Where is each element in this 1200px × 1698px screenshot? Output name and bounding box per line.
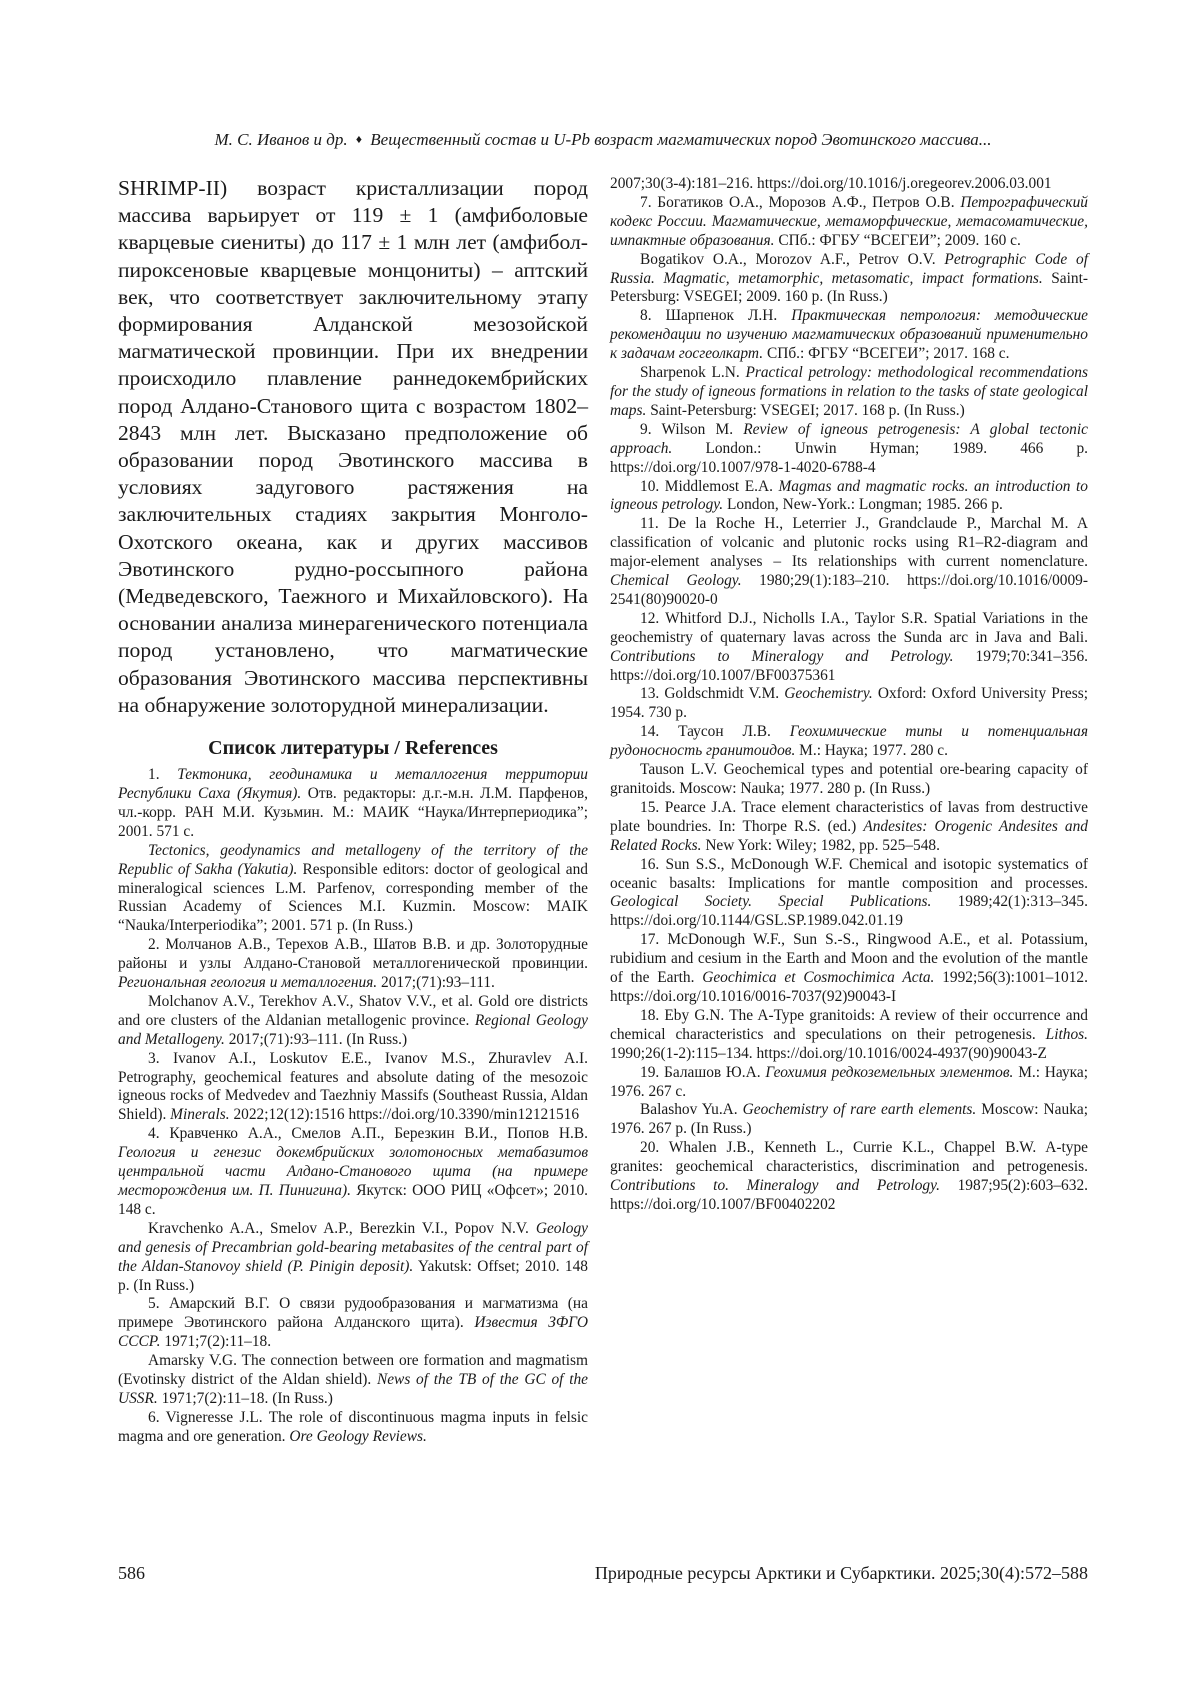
diamond-separator-icon: ♦ xyxy=(355,132,363,146)
reference-6-continued: 2007;30(3-4):181–216. https://doi.org/10.1016/j.oregeorev.2006.03.001 xyxy=(610,175,1052,192)
reference-8-ru: 8. Шарпенок Л.Н. Практическая петрология: методические рекомендации по изучению магматических образований применительно к задачам госгеолкарт. СПб.: ФГБУ “ВСЕГЕИ”; 2017. 168 с. xyxy=(610,307,1089,363)
page-number: 586 xyxy=(118,1563,145,1583)
reference-5-ru: 5. Амарский В.Г. О связи рудообразования и магматизма (на примере Эвотинского района Алданского щита). Известия ЗФГО СССР. 1971;7(2):11–18. xyxy=(118,1295,588,1351)
reference-18: 18. Eby G.N. The A-Type granitoids: A review of their occurrence and chemical characteristics and speculations on their petrogenesis. Lithos. 1990;26(1-2):115–134. https://doi.org/10.1016/0024-4937(90)90043-Z xyxy=(610,1006,1088,1062)
reference-14-ru: 14. Таусон Л.В. Геохимические типы и потенциальная рудоносность гранитоидов. М.: Наука; 1977. 280 с. xyxy=(610,723,1088,760)
reference-2-en: Molchanov A.V., Terekhov A.V., Shatov V.V., et al. Gold ore districts and ore clusters of the Aldanian metallogenic province. Regional Geology and Metallogeny. 2017;(71):93–111. (In Russ.) xyxy=(118,992,588,1048)
references-heading: Список литературы / References xyxy=(208,737,498,760)
reference-9: 9. Wilson M. Review of igneous petrogenesis: A global tectonic approach. London.: Unwin Hyman; 1989. 466 p. https://doi.org/10.1007/978-1-4020-6788-4 xyxy=(610,420,1088,476)
reference-7-ru: 7. Богатиков О.А., Морозов А.Ф., Петров О.В. Петрографический кодекс России. Магматические, метаморфические, метасоматические, импактные образования. СПб.: ФГБУ “ВСЕГЕИ”; 2009. 160 с. xyxy=(610,193,1088,249)
reference-8-en: Sharpenok L.N. Practical petrology: methodological recommendations for the study of igneous formations in relation to the tasks of state geological maps. Saint-Petersburg: VSEGEI; 2017. 168 p. (In Russ.) xyxy=(610,364,1088,419)
conclusion-paragraph: SHRIMP-II) возраст кристаллизации пород массива варьирует от 119 ± 1 (амфиболовые кварцевые сиениты) до 117 ± 1 млн лет (амфибол-пироксеновые кварцевые монцониты) – аптский век, что соответствует заключительному этапу формирования Алданской мезозойской магматической провинции. При их внедрении происходило плавление раннедокембрийских пород Алдано-Станового щита с возрастом 1802–2843 млн лет. Высказано предположение об образовании пород Эвотинского массива в условиях задугового растяжения на заключительных стадиях закрытия Монголо-Охотского океана, как и других массивов Эвотинского рудно-россыпного района (Медведевского, Таежного и Михайловского). На основании анализа минерагенического потенциала пород установлено, что магматические образования Эвотинского массива перспективны на обнаружение золоторудной минерализации. xyxy=(118,176,588,717)
reference-1-en: Tectonics, geodynamics and metallogeny of the territory of the Republic of Sakha (Yakutia). Responsible editors: doctor of geological and mineralogical sciences L.M. Parfenov, corresponding member of the Russian Academy of Sciences M.I. Kuzmin. Moscow: MAIK “Nauka/Interperiodika”; 2001. 571 p. (In Russ.) xyxy=(118,841,588,935)
reference-4-en: Kravchenko A.A., Smelov A.P., Berezkin V.I., Popov N.V. Geology and genesis of Precambrian gold-bearing metabasites of the central part of the Aldan-Stanovoy shield (P. Pinigin deposit). Yakutsk: Offset; 2010. 148 p. (In Russ.) xyxy=(118,1219,589,1294)
reference-17: 17. McDonough W.F., Sun S.-S., Ringwood A.E., et al. Potassium, rubidium and cesium in the Earth and Moon and the evolution of the mantle of the Earth. Geochimica et Cosmochimica Acta. 1992;56(3):1001–1012. https://doi.org/10.1016/0016-7037(92)90043-I xyxy=(610,931,1088,1005)
reference-5-en: Amarsky V.G. The connection between ore formation and magmatism (Evotinsky district of the Aldan shield). News of the TB of the GC of the USSR. 1971;7(2):11–18. (In Russ.) xyxy=(118,1352,588,1407)
reference-19-ru: 19. Балашов Ю.А. Геохимия редкоземельных элементов. М.: Наука; 1976. 267 с. xyxy=(610,1063,1088,1100)
reference-16: 16. Sun S.S., McDonough W.F. Chemical and isotopic systematics of oceanic basalts: Implications for mantle composition and processes. Geological Society. Special Publications. 1989;42(1):313–345. https://doi.org/10.1144/GSL.SP.1989.042.01.19 xyxy=(610,855,1088,930)
reference-20: 20. Whalen J.B., Kenneth L., Currie K.L., Chappel B.W. A-type granites: geochemical characteristics, discrimination and petrogenesis. Contributions to. Mineralogy and Petrology. 1987;95(2):603–632. https://doi.org/10.1007/BF00402202 xyxy=(610,1139,1088,1213)
header-authors: М. С. Иванов и др. xyxy=(214,130,348,149)
reference-2-ru: 2. Молчанов А.В., Терехов А.В., Шатов В.В. и др. Золоторудные районы и узлы Алдано-Становой металлогенической провинции. Региональная геология и металлогения. 2017;(71):93–111. xyxy=(118,936,588,992)
reference-15: 15. Pearce J.A. Trace element characteristics of lavas from destructive plate boundries. In: Thorpe R.S. (ed.) Andesites: Orogenic Andesites and Related Rocks. New York: Wiley; 1982, pp. 525–548. xyxy=(610,798,1088,854)
reference-1-ru: 1. Тектоника, геодинамика и металлогения территории Республики Саха (Якутия). Отв. редакторы: д.г.-м.н. Л.М. Парфенов, чл.-корр. РАН М.И. Кузьмин. М.: МАИК “Наука/Интерпериодика”; 2001. 571 с. xyxy=(118,766,589,840)
reference-6: 6. Vigneresse J.L. The role of discontinuous magma inputs in felsic magma and ore generation. Ore Geology Reviews. xyxy=(118,1408,588,1445)
references-list-left xyxy=(118,766,588,1447)
running-header xyxy=(118,130,1088,150)
journal-citation-footer: Природные ресурсы Арктики и Субарктики. 2025;30(4):572–588 xyxy=(594,1563,1088,1583)
left-column xyxy=(118,175,588,1447)
reference-12: 12. Whitford D.J., Nicholls I.A., Taylor S.R. Spatial Variations in the geochemistry of quaternary lavas across the Sunda arc in Java and Bali. Contributions to Mineralogy and Petrology. 1979;70:341–356. https://doi.org/10.1007/BF00375361 xyxy=(610,609,1088,684)
right-column xyxy=(610,175,1088,1215)
reference-14-en: Tauson L.V. Geochemical types and potential ore-bearing capacity of granitoids. Moscow: Nauka; 1977. 280 p. (In Russ.) xyxy=(610,761,1088,797)
reference-3: 3. Ivanov A.I., Loskutov E.E., Ivanov M.S., Zhuravlev A.I. Petrography, geochemical features and absolute dating of the mesozoic igneous rocks of Medvedev and Taezhniy Massifs (Southeast Russia, Aldan Shield). Minerals. 2022;12(12):1516 https://doi.org/10.3390/min12121516 xyxy=(118,1049,588,1124)
header-article-title: Вещественный состав и U-Pb возраст магматических пород Эвотинского массива... xyxy=(370,130,992,149)
reference-13: 13. Goldschmidt V.M. Geochemistry. Oxford: Oxford University Press; 1954. 730 p. xyxy=(610,685,1088,722)
reference-19-en: Balashov Yu.A. Geochemistry of rare earth elements. Moscow: Nauka; 1976. 267 p. (In Russ.) xyxy=(610,1101,1089,1138)
reference-10: 10. Middlemost E.A. Magmas and magmatic rocks. an introduction to igneous petrology. London, New-York.: Longman; 1985. 266 p. xyxy=(610,477,1088,514)
reference-11: 11. De la Roche H., Leterrier J., Grandclaude P., Marchal M. A classification of volcanic and plutonic rocks using R1–R2-diagram and major-element analyses – Its relationships with current nomenclature. Chemical Geology. 1980;29(1):183–210. https://doi.org/10.1016/0009-2541(80)90020-0 xyxy=(610,515,1088,608)
reference-4-ru: 4. Кравченко А.А., Смелов А.П., Березкин В.И., Попов Н.В. Геология и генезис докембрийских золотоносных метабазитов центральной части Алдано-Станового щита (на примере месторождения им. П. Пинигина). Якутск: ООО РИЦ «Офсет»; 2010. 148 с. xyxy=(118,1125,588,1218)
reference-7-en: Bogatikov O.A., Morozov A.F., Petrov O.V. Petrographic Code of Russia. Magmatic, metamorphic, metasomatic, impact formations. Saint-Petersburg: VSEGEI; 2009. 160 p. (In Russ.) xyxy=(610,250,1088,306)
references-list-right xyxy=(610,175,1088,1215)
